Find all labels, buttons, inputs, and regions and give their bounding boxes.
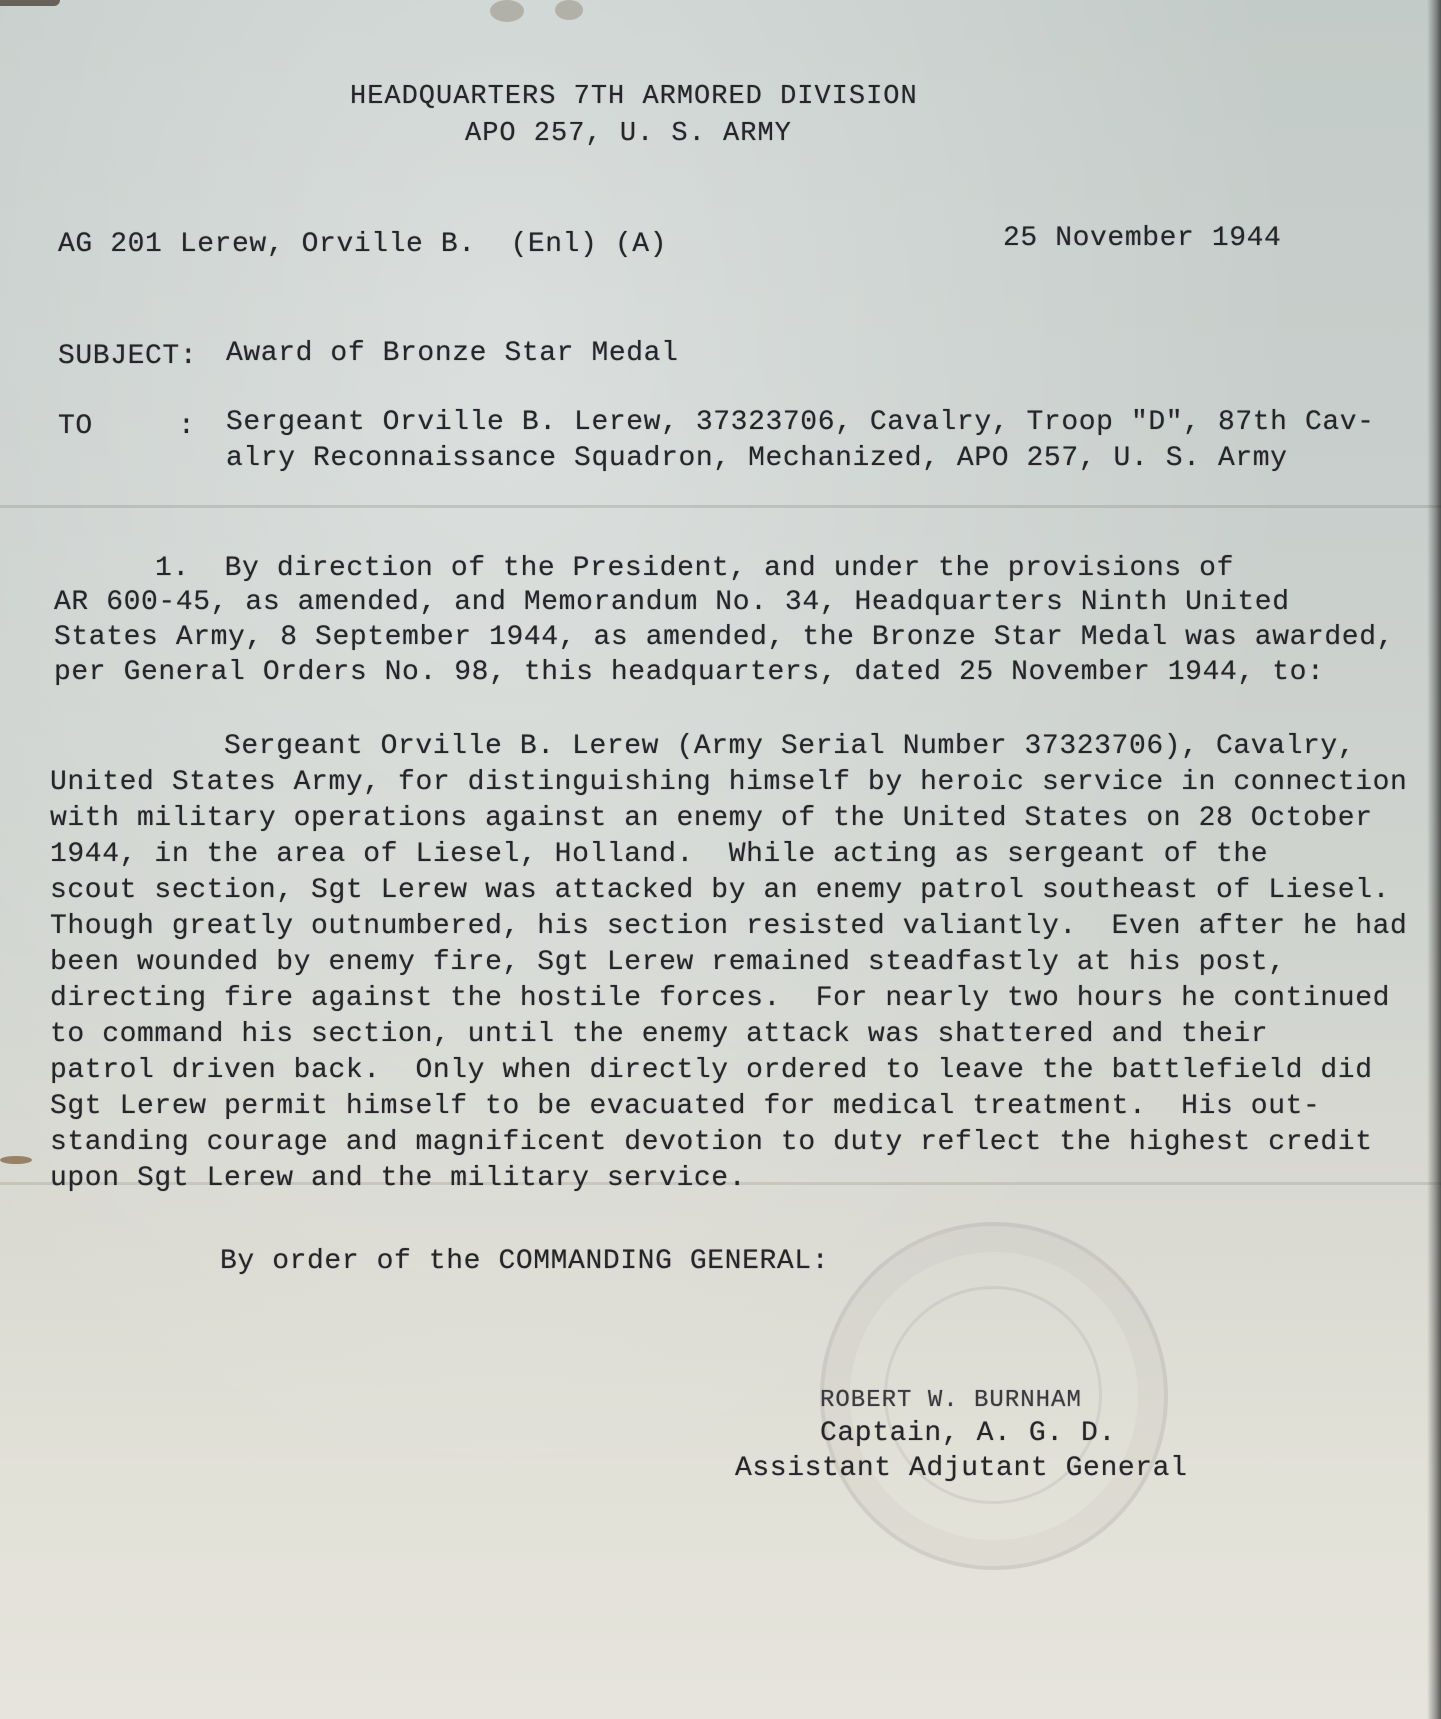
paragraph-1-line: per General Orders No. 98, this headquarters, dated 25 November 1944, to: [54,657,1325,688]
page-edge-shadow [1427,0,1441,1719]
citation-line: with military operations against an enemy of the United States on 28 October [50,803,1373,834]
citation-line: Though greatly outnumbered, his section resisted valiantly. Even after he had [50,911,1408,942]
signatory-name: ROBERT W. BURNHAM [820,1387,1082,1414]
citation-line: Sergeant Orville B. Lerew (Army Serial Number 37323706), Cavalry, [224,731,1356,762]
citation-line: Sgt Lerew permit himself to be evacuated for medical treatment. His out- [50,1091,1321,1122]
citation-line: patrol driven back. Only when directly ordered to leave the battlefield did [50,1055,1373,1086]
paper-stain [0,0,60,6]
citation-line: United States Army, for distinguishing himself by heroic service in connection [50,767,1408,798]
letter-date: 25 November 1944 [1003,223,1282,254]
by-order-line: By order of the COMMANDING GENERAL: [220,1246,830,1277]
paper-stain [490,0,524,22]
paragraph-1-line: States Army, 8 September 1944, as amended, the Bronze Star Medal was awarded, [54,622,1395,653]
citation-line: standing courage and magnificent devotion to duty reflect the highest credit [50,1127,1373,1158]
citation-line: upon Sgt Lerew and the military service. [50,1163,747,1194]
citation-line: directing fire against the hostile forces. For nearly two hours he continued [50,983,1391,1014]
to-label: TO [58,411,93,442]
paragraph-1-line: 1. By direction of the President, and under the provisions of [155,553,1234,584]
signatory-rank: Captain, A. G. D. [820,1418,1116,1449]
paper-fold [0,505,1441,508]
citation-line: been wounded by enemy fire, Sgt Lerew remained steadfastly at his post, [50,947,1286,978]
citation-line: scout section, Sgt Lerew was attacked by an enemy patrol southeast of Liesel. [50,875,1391,906]
citation-line: 1944, in the area of Liesel, Holland. While acting as sergeant of the [50,839,1269,870]
citation-line: to command his section, until the enemy attack was shattered and their [50,1019,1269,1050]
to-colon: : [178,411,196,442]
to-address-line: Sergeant Orville B. Lerew, 37323706, Cavalry, Troop "D", 87th Cav- [226,407,1375,438]
to-address-line: alry Reconnaissance Squadron, Mechanized, APO 257, U. S. Army [226,443,1288,474]
letterhead-line-2: APO 257, U. S. ARMY [465,119,792,149]
paragraph-1-line: AR 600-45, as amended, and Memorandum No. 34, Headquarters Ninth United [54,587,1290,618]
paper-stain [555,0,583,20]
subject-label: SUBJECT: [58,341,198,372]
subject-text: Award of Bronze Star Medal [226,338,679,369]
file-reference: AG 201 Lerew, Orville B. (Enl) (A) [58,229,668,260]
letterhead-line-1: HEADQUARTERS 7TH ARMORED DIVISION [350,82,918,112]
paper-stain [0,1156,32,1164]
signatory-title: Assistant Adjutant General [735,1453,1188,1484]
